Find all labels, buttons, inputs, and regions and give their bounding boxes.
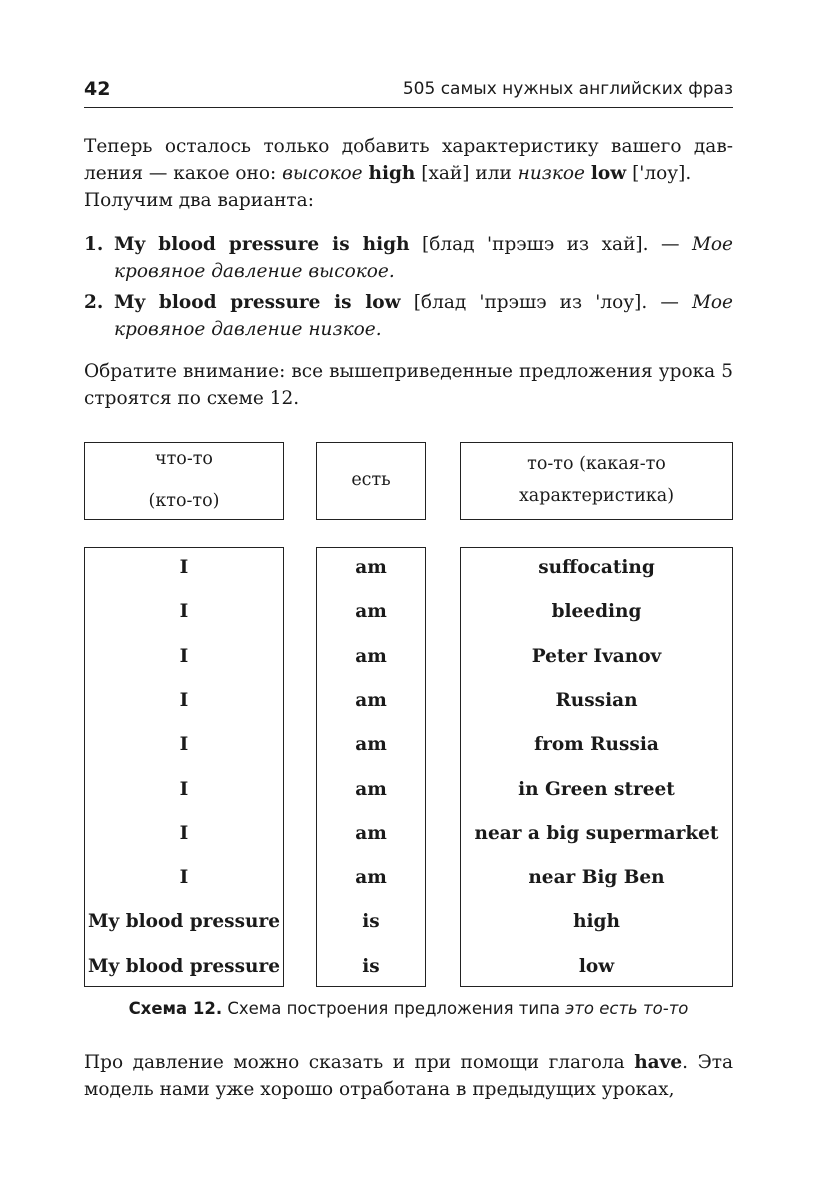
scheme-cell-verb: am — [355, 645, 387, 667]
scheme-header-complement — [460, 442, 733, 520]
scheme-cell-complement: near Big Ben — [528, 867, 665, 889]
example-number: 2. — [84, 292, 104, 313]
intro-transcription-low: ['лоу]. — [626, 163, 692, 184]
caption-italic: это есть то-то — [565, 999, 689, 1018]
intro-text-3: Получим два варианта: — [84, 190, 314, 211]
page-header — [84, 76, 733, 108]
page-number: 42 — [84, 78, 111, 100]
scheme-cell-complement: bleeding — [551, 601, 642, 623]
example-item-2 — [84, 289, 733, 343]
scheme-header-subject — [84, 442, 284, 520]
scheme-cell-complement: suffocating — [538, 557, 655, 578]
example-translation: Мое кровяное давление низкое. — [114, 292, 733, 340]
scheme-cell-complement: Russian — [555, 689, 638, 711]
scheme-cell-verb: am — [355, 557, 387, 578]
scheme-column-verb — [316, 547, 426, 987]
example-transcription: [блад 'прэшэ из 'лоу]. — — [400, 292, 692, 313]
intro-text-2: [хай] или — [415, 163, 518, 184]
intro-word-low: low — [590, 163, 627, 184]
scheme-column-subject — [84, 547, 284, 987]
outro-word-have: have — [634, 1052, 683, 1073]
example-item-1 — [84, 231, 733, 285]
scheme-cell-subject: I — [179, 645, 189, 667]
examples-list — [84, 231, 733, 347]
scheme-cell-verb: is — [362, 911, 380, 933]
scheme-cell-subject: I — [179, 557, 189, 578]
scheme-cell-verb: am — [355, 601, 387, 623]
scheme-cell-complement: Peter Ivanov — [531, 645, 662, 667]
intro-word-high: high — [368, 163, 416, 184]
intro-italic-low: низкое — [517, 163, 585, 184]
scheme-cell-subject: I — [179, 867, 189, 889]
scheme-cell-verb: is — [362, 955, 380, 977]
outro-text-2: . Эта модель нами уже хорошо отработана в предыдущих уроках, — [84, 1052, 733, 1100]
header-complement-line2: характеристика) — [518, 486, 675, 506]
scheme-column-complement — [460, 547, 733, 987]
caption-label: Схема 12. — [128, 999, 223, 1018]
example-transcription: [блад 'прэшэ из хай]. — — [409, 234, 692, 255]
header-verb-label: есть — [351, 470, 391, 490]
scheme-cell-verb: am — [355, 689, 387, 711]
scheme-cell-verb: am — [355, 867, 387, 889]
scheme-cell-subject: I — [179, 689, 189, 711]
scheme-cell-verb: am — [355, 734, 387, 756]
example-number: 1. — [84, 234, 104, 255]
scheme-cell-complement: near a big supermarket — [474, 822, 719, 844]
scheme-cell-verb: am — [355, 822, 387, 844]
scheme-cell-subject: I — [179, 822, 189, 844]
intro-text: Теперь осталось только добавить характеристику вашего дав-ления — какое оно: — [84, 136, 733, 184]
example-translation: Мое кровяное давление высокое. — [114, 234, 733, 282]
scheme-cell-complement: high — [573, 911, 620, 933]
scheme-cell-subject: I — [179, 734, 189, 756]
header-complement-line1: то-то (какая-то — [527, 454, 666, 474]
header-subject-line1: что-то — [155, 449, 213, 469]
scheme-caption — [84, 999, 733, 1018]
example-english: My blood pressure is low — [114, 292, 401, 313]
example-english: My blood pressure is high — [114, 234, 410, 255]
scheme-cell-complement: low — [578, 955, 615, 977]
scheme-cell-subject: My blood pressure — [88, 955, 280, 977]
scheme-header-verb — [316, 442, 426, 520]
scheme-cell-complement: from Russia — [534, 734, 659, 756]
intro-italic-high: высокое — [282, 163, 363, 184]
intro-paragraph — [84, 133, 733, 214]
outro-paragraph — [84, 1049, 733, 1103]
scheme-cell-subject: My blood pressure — [88, 911, 280, 933]
scheme-cell-complement: in Green street — [518, 778, 675, 800]
header-subject-line2: (кто-то) — [148, 491, 220, 511]
scheme-cell-verb: am — [355, 778, 387, 800]
scheme-cell-subject: I — [179, 601, 189, 623]
running-title: 505 самых нужных английских фраз — [402, 79, 733, 99]
book-page — [84, 0, 733, 1200]
note-paragraph: Обратите внимание: все вышеприведенные предложения урока 5 строятся по схеме 12. — [84, 361, 733, 409]
outro-text: Про давление можно сказать и при помощи глагола — [84, 1052, 635, 1073]
caption-text: Схема построения предложения типа — [222, 999, 566, 1018]
scheme-cell-subject: I — [179, 778, 189, 800]
